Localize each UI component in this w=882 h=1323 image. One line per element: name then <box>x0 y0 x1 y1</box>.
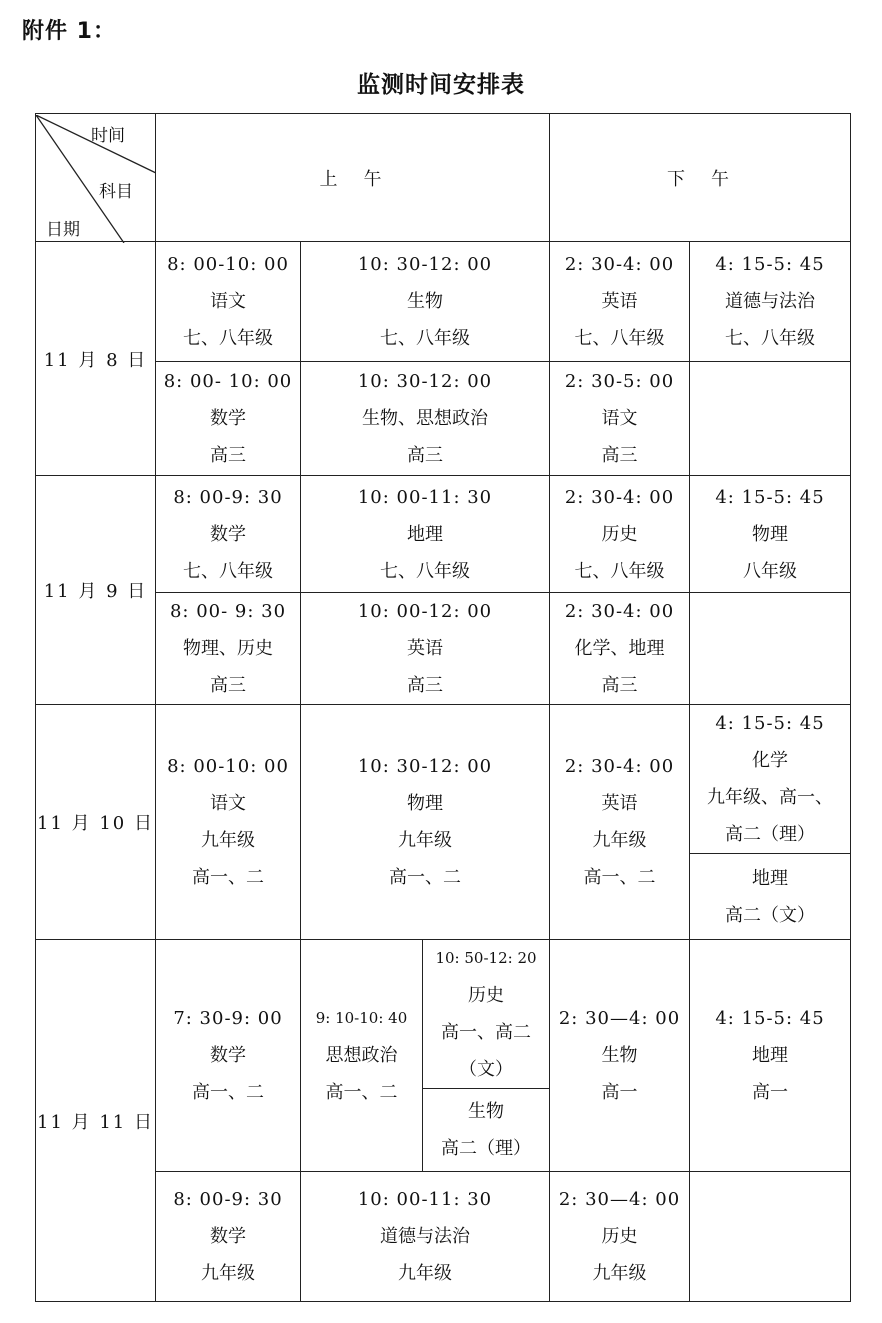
exam-time: 10: 30-12: 00 <box>357 254 493 275</box>
exam-subject: 思想政治 <box>325 1045 398 1066</box>
exam-cell <box>550 1172 690 1302</box>
exam-time: 8: 00- 10: 00 <box>163 371 293 392</box>
table-row <box>36 1172 851 1302</box>
exam-cell <box>423 1089 550 1172</box>
exam-grade: 高二（理） <box>725 824 816 845</box>
exam-time: 10: 00-11: 30 <box>357 1189 493 1210</box>
exam-time: 8: 00-10: 00 <box>167 756 289 777</box>
exam-time: 2: 30—4: 00 <box>558 1008 681 1029</box>
exam-cell <box>301 705 550 940</box>
exam-time: 2: 30-4: 00 <box>564 601 675 622</box>
morning-header: 上 午 <box>156 114 550 242</box>
exam-grade: 七、八年级 <box>183 560 273 582</box>
exam-grade: 七、八年级 <box>380 560 470 582</box>
exam-subject: 生物 <box>468 1101 504 1122</box>
exam-grade: 高三 <box>210 675 246 696</box>
exam-grade: 高一、二 <box>389 867 461 888</box>
exam-time: 2: 30—4: 00 <box>558 1189 681 1210</box>
exam-grade: 九年级 <box>398 830 452 851</box>
exam-time: 2: 30-4: 00 <box>564 486 675 508</box>
exam-cell <box>550 362 690 476</box>
exam-cell <box>690 854 851 940</box>
exam-grade: 七、八年级 <box>574 328 665 349</box>
exam-grade: 高一 <box>752 1082 789 1103</box>
exam-cell <box>301 940 423 1172</box>
exam-subject: 地理 <box>752 1045 789 1066</box>
exam-time: 8: 00- 9: 30 <box>169 601 287 622</box>
exam-grade: 高三 <box>407 675 443 696</box>
exam-grade: 高二（文） <box>725 904 816 926</box>
exam-time: 10: 00-12: 00 <box>357 601 493 622</box>
exam-grade: 高二（理） <box>441 1138 531 1159</box>
exam-grade: （文） <box>459 1059 513 1080</box>
exam-cell <box>550 476 690 593</box>
exam-grade: 九年级、高一、 <box>707 787 834 808</box>
exam-subject: 英语 <box>601 793 638 814</box>
exam-time: 8: 00-9: 30 <box>173 1189 283 1210</box>
exam-grade: 九年级 <box>201 830 255 851</box>
exam-subject: 历史 <box>601 523 638 545</box>
exam-subject: 生物、思想政治 <box>362 408 488 429</box>
exam-subject: 地理 <box>752 867 789 889</box>
exam-grade: 高一、二 <box>192 867 264 888</box>
exam-subject: 道德与法治 <box>725 291 816 312</box>
exam-cell <box>550 242 690 362</box>
exam-subject: 数学 <box>210 1226 246 1247</box>
exam-cell <box>156 705 301 940</box>
exam-grade: 高三 <box>210 445 246 466</box>
exam-grade: 九年级 <box>592 1263 647 1284</box>
table-row <box>36 362 851 476</box>
exam-grade: 高一、高二 <box>441 1022 531 1043</box>
exam-subject: 历史 <box>468 985 504 1006</box>
exam-time: 4: 15-5: 45 <box>715 713 825 734</box>
exam-time: 4: 15-5: 45 <box>715 486 825 508</box>
exam-subject: 生物 <box>601 1045 638 1066</box>
exam-subject: 英语 <box>407 638 443 659</box>
exam-grade: 七、八年级 <box>574 560 665 582</box>
exam-time: 10: 00-11: 30 <box>357 486 493 508</box>
exam-time: 8: 00-9: 30 <box>173 486 283 508</box>
table-row <box>36 705 851 854</box>
exam-cell <box>690 940 851 1172</box>
exam-subject: 生物 <box>407 291 443 312</box>
exam-time: 10: 30-12: 00 <box>357 371 493 392</box>
exam-grade: 七、八年级 <box>725 328 816 349</box>
exam-cell <box>301 476 550 593</box>
exam-subject: 化学、地理 <box>574 638 665 659</box>
exam-subject: 物理 <box>407 793 443 814</box>
header-row <box>36 114 851 242</box>
exam-cell <box>301 362 550 476</box>
exam-time: 2: 30-5: 00 <box>564 371 675 392</box>
page-title: 监测时间安排表 <box>357 72 525 98</box>
diag-time-label: 时间 <box>91 125 125 146</box>
date-cell: 11 月 9 日 <box>36 476 156 705</box>
exam-cell <box>550 593 690 705</box>
exam-cell <box>690 242 851 362</box>
exam-grade: 高三 <box>601 675 638 696</box>
date-cell: 11 月 8 日 <box>36 242 156 476</box>
exam-cell <box>156 362 301 476</box>
exam-subject: 地理 <box>407 523 443 545</box>
exam-time: 10: 30-12: 00 <box>357 756 493 777</box>
empty-cell <box>690 1172 851 1302</box>
exam-grade: 七、八年级 <box>183 328 273 349</box>
exam-time: 9: 10-10: 40 <box>315 1009 408 1027</box>
exam-subject: 物理 <box>752 523 789 545</box>
exam-grade: 九年级 <box>592 830 647 851</box>
exam-cell <box>156 1172 301 1302</box>
exam-grade: 八年级 <box>743 560 798 582</box>
exam-cell <box>156 476 301 593</box>
table-row <box>36 242 851 362</box>
exam-grade: 高一 <box>601 1082 638 1103</box>
exam-grade: 高一、二 <box>192 1082 264 1103</box>
exam-cell <box>423 940 550 1089</box>
exam-subject: 数学 <box>210 408 246 429</box>
exam-cell <box>690 476 851 593</box>
date-cell: 11 月 11 日 <box>36 940 156 1302</box>
diag-subject-label: 科目 <box>99 181 133 202</box>
exam-subject: 数学 <box>210 1045 246 1066</box>
table-row <box>36 476 851 593</box>
exam-subject: 英语 <box>601 291 638 312</box>
exam-cell <box>156 940 301 1172</box>
exam-grade: 七、八年级 <box>380 328 470 349</box>
exam-subject: 物理、历史 <box>183 638 273 659</box>
exam-subject: 语文 <box>210 291 246 312</box>
exam-time: 7: 30-9: 00 <box>173 1008 283 1029</box>
exam-time: 10: 50-12: 20 <box>435 949 537 967</box>
exam-grade: 九年级 <box>398 1263 452 1284</box>
date-cell: 11 月 10 日 <box>36 705 156 940</box>
exam-cell <box>156 593 301 705</box>
exam-cell <box>550 705 690 940</box>
exam-grade: 高一、二 <box>583 867 656 888</box>
exam-time: 4: 15-5: 45 <box>715 254 825 275</box>
table-row <box>36 940 851 1089</box>
diag-date-label: 日期 <box>46 219 80 240</box>
exam-subject: 化学 <box>752 750 789 771</box>
afternoon-header: 下 午 <box>550 114 851 242</box>
exam-subject: 数学 <box>210 523 246 545</box>
exam-subject: 语文 <box>210 793 246 814</box>
exam-cell <box>301 1172 550 1302</box>
exam-cell <box>156 242 301 362</box>
exam-cell <box>301 593 550 705</box>
exam-subject: 道德与法治 <box>380 1226 470 1247</box>
exam-cell <box>301 242 550 362</box>
exam-time: 8: 00-10: 00 <box>167 254 289 275</box>
exam-cell <box>690 705 851 854</box>
exam-cell <box>550 940 690 1172</box>
attachment-label: 附件 1： <box>22 19 116 44</box>
exam-grade: 高三 <box>407 445 443 466</box>
table-row <box>36 593 851 705</box>
exam-grade: 高三 <box>601 445 638 466</box>
exam-grade: 九年级 <box>201 1263 255 1284</box>
exam-subject: 语文 <box>601 408 638 429</box>
exam-time: 4: 15-5: 45 <box>715 1008 825 1029</box>
schedule-table <box>35 113 851 1302</box>
exam-subject: 历史 <box>601 1226 638 1247</box>
exam-time: 2: 30-4: 00 <box>564 756 675 777</box>
empty-cell <box>690 593 851 705</box>
exam-grade: 高一、二 <box>325 1082 398 1103</box>
exam-time: 2: 30-4: 00 <box>564 254 675 275</box>
diagonal-header-cell <box>36 114 156 242</box>
empty-cell <box>690 362 851 476</box>
